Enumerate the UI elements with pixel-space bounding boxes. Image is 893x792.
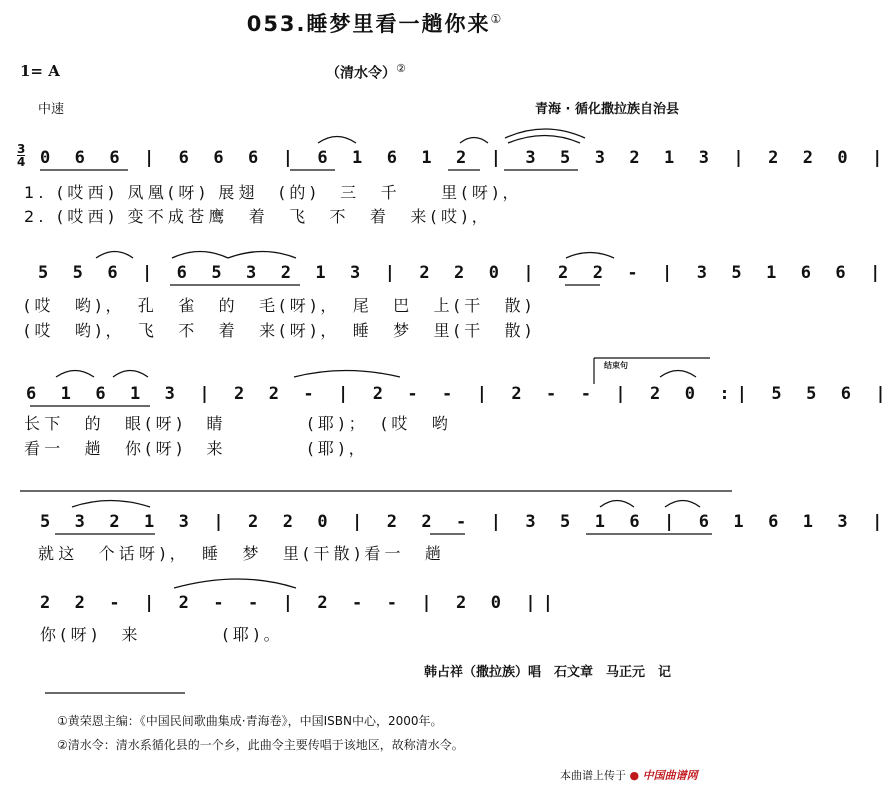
notation-line-4: 5 3 2 1 3 | 2 2 0 | 2 2 - | 3 5 1 6 | 6 1 6 1 3 | xyxy=(40,512,890,532)
footnote-2: ②清水令：清水系循化县的一个乡，此曲令主要传唱于该地区，故称清水令。 xyxy=(57,738,464,752)
time-signature: 3 4 xyxy=(17,142,26,169)
song-title: 053.睡梦里看一趟你来① xyxy=(246,12,504,36)
lyric-line-2-verse-1: (哎 哟)， 孔 雀 的 毛(呀)， 尾 巴 上(干 散) xyxy=(24,296,536,315)
song-subtitle: （清水令）② xyxy=(326,62,406,82)
source-footer: 本曲谱上传于 ● 中国曲谱网 xyxy=(560,769,698,782)
notation-line-5: 2 2 - | 2 - - | 2 - - | 2 0 || xyxy=(40,593,561,613)
lyric-line-3-verse-1: 长下 的 眼(呀) 睛 (耶)； (哎 哟 xyxy=(24,414,453,433)
region-label: 青海 · 循化撒拉族自治县 xyxy=(535,102,679,117)
lyric-line-5: 你(呀) 来 (耶)。 xyxy=(40,625,284,644)
lyric-line-2-verse-2: (哎 哟)， 飞 不 着 来(呀)， 睡 梦 里(干 散) xyxy=(24,321,536,340)
tempo-marking: 中速 xyxy=(38,102,65,117)
lyric-line-1-verse-2: 2. (哎西) 变不成苍鹰 着 飞 不 着 来(哎)， xyxy=(24,207,492,226)
footnote-1: ①黄荣恩主编：《中国民间歌曲集成·青海卷》，中国ISBN中心，2000年。 xyxy=(57,714,443,728)
notation-line-3: 6 1 6 1 3 | 2 2 - | 2 - - | 2 - - | 2 0 :| 5 5 6 | xyxy=(26,384,893,404)
site-logo-icon: ● xyxy=(629,769,640,782)
volta-label: 结束句 xyxy=(604,361,628,370)
key-signature: 1= A xyxy=(20,62,60,80)
lyric-line-4: 就这 个话呀)， 睡 梦 里(干散)看一 趟 xyxy=(38,544,446,563)
lyric-line-1-verse-1: 1. (哎西) 凤凰(呀) 展翅 (的) 三 千 里(呀)， xyxy=(24,183,523,202)
notation-line-1: 0 6 6 | 6 6 6 | 6 1 6 1 2 | 3 5 3 2 1 3 | 2 2 0 | xyxy=(40,148,890,168)
performer-credits: 韩占祥（撒拉族）唱 石文章 马正元 记 xyxy=(424,665,672,680)
lyric-line-3-verse-2: 看一 趟 你(呀) 来 (耶)， xyxy=(24,439,369,458)
notation-line-2: 5 5 6 | 6 5 3 2 1 3 | 2 2 0 | 2 2 - | 3 5 1 6 6 | xyxy=(38,263,888,283)
